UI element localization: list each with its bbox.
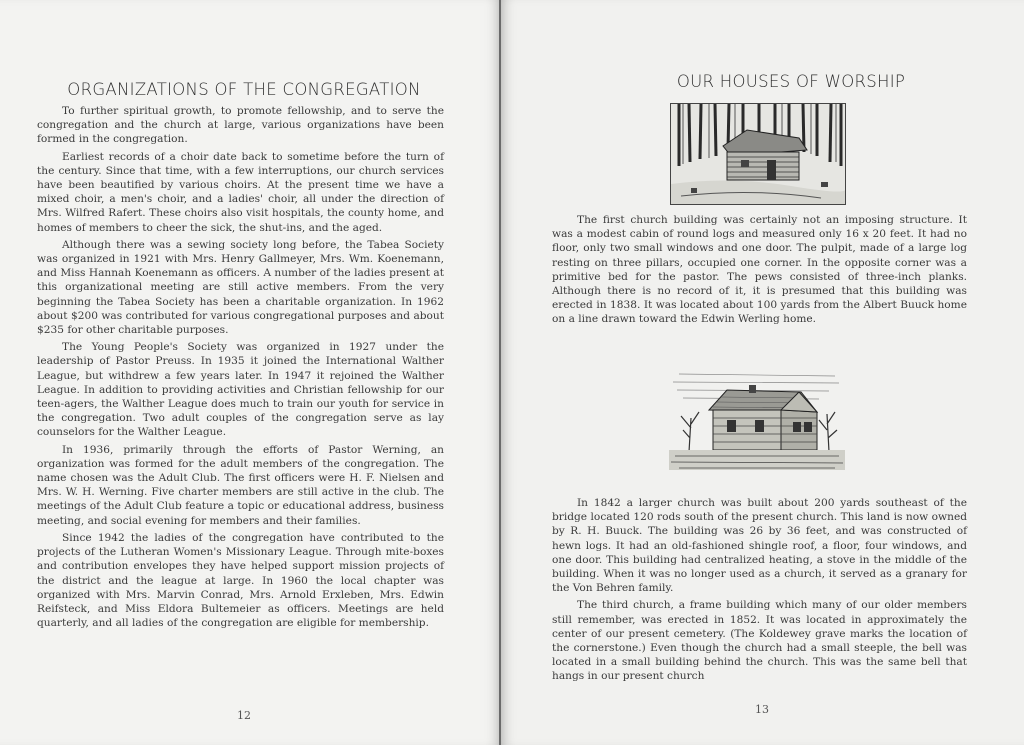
page-number: 13 — [755, 703, 769, 716]
left-page-heading: ORGANIZATIONS OF THE CONGREGATION — [67, 80, 421, 99]
log-church-illustration — [669, 368, 845, 483]
paragraph: To further spiritual growth, to promote fellowship, and to serve the congregation and the church at large, various organizations have been formed in the congregation. — [37, 105, 444, 146]
right-page-heading: OUR HOUSES OF WORSHIP — [676, 72, 906, 91]
log-cabin-drawing — [671, 104, 845, 204]
paragraph: Since 1942 the ladies of the congregation have contributed to the projects of the Lutheran Women's Missionary League. Through mite-boxes and contribution envelopes they have helped support mission projects of the district and the league at large. In 1960 the local chapter was organized with Mrs. Marvin Conrad, Mrs. Arnold Erxleben, Mrs. Edwin Reifsteck, and Miss Eldora Bultemeier as officers. Meetings are held quarterly, and all ladies of the congregation are eligible for membership. — [37, 531, 444, 630]
paragraph: Although there was a sewing society long before, the Tabea Society was organized in 1921 with Mrs. Henry Gallmeyer, Mrs. Wm. Koenemann, and Miss Hannah Koenemann as officers. A number of the ladies present at this organizational meeting are still active members. From the very beginning the Tabea Society has been a charitable organization. In 1962 about $200 was contributed for various congregational purposes and about $235 for other charitable purposes. — [37, 238, 444, 337]
paragraph: The third church, a frame building which many of our older members still remember, was erected in 1852. It was located in approximately the center of our present cemetery. (The Koldewey grave marks the location of the cornerstone.) Even though the church had a small steeple, the bell was located in a small building behind the church. This was the same bell that hangs in our present church — [552, 599, 967, 683]
right-page-text-top — [552, 213, 967, 330]
log-cabin-illustration — [670, 103, 846, 205]
right-page — [501, 0, 1024, 745]
log-church-drawing — [669, 368, 845, 483]
paragraph: The first church building was certainly not an imposing structure. It was a modest cabin of round logs and measured only 16 x 20 feet. It had no floor, only two small windows and one door. The pulpit, made of a large log resting on three pillars, occupied one corner. In the opposite corner was a primitive bed for the pastor. The pews consisted of three-inch planks. Although there is no record of it, it is presumed that this building was erected in 1838. It was located about 100 yards from the Albert Buuck home on a line drawn toward the Edwin Werling home. — [552, 214, 967, 326]
page-number: 12 — [237, 709, 251, 722]
paragraph: In 1842 a larger church was built about 200 yards southeast of the bridge located 120 rods south of the present church. This land is now owned by R. H. Buuck. The building was 26 by 36 feet, and was constructed of hewn logs. It had an old-fashioned shingle roof, a floor, four windows, and one door. This building had centralized heating, a stove in the middle of the building. When it was no longer used as a church, it served as a granary for the Von Behren family. — [552, 497, 967, 595]
left-page — [0, 0, 500, 745]
paragraph: Earliest records of a choir date back to sometime before the turn of the century. Since that time, with a few interruptions, our church services have been beautified by various choirs. At the present time we have a mixed choir, a men's choir, and a ladies' choir, all under the direction of Mrs. Wilfred Rafert. These choirs also visit hospitals, the county home, and homes of members to cheer the sick, the shut-ins, and the aged. — [37, 150, 444, 234]
left-page-text — [37, 104, 444, 633]
paragraph: In 1936, primarily through the efforts of Pastor Werning, an organization was formed for the adult members of the congregation. The name chosen was the Adult Club. The first officers were H. F. Nielsen and Mrs. W. H. Werning. Five charter members are still active in the club. The meetings of the Adult Club feature a topic or educational address, business meeting, and social evening for members and their families. — [37, 443, 444, 527]
paragraph: The Young People's Society was organized in 1927 under the leadership of Pastor Preuss. In 1935 it joined the International Walther League, but withdrew a few years later. In 1947 it rejoined the Walther League. In addition to providing activities and Christian fellowship for our teen-agers, the Walther League does much to train our youth for service in the congregation. Two adult couples of the congregation serve as lay counselors for the Walther League. — [37, 341, 444, 439]
right-page-text-bottom — [552, 496, 967, 687]
